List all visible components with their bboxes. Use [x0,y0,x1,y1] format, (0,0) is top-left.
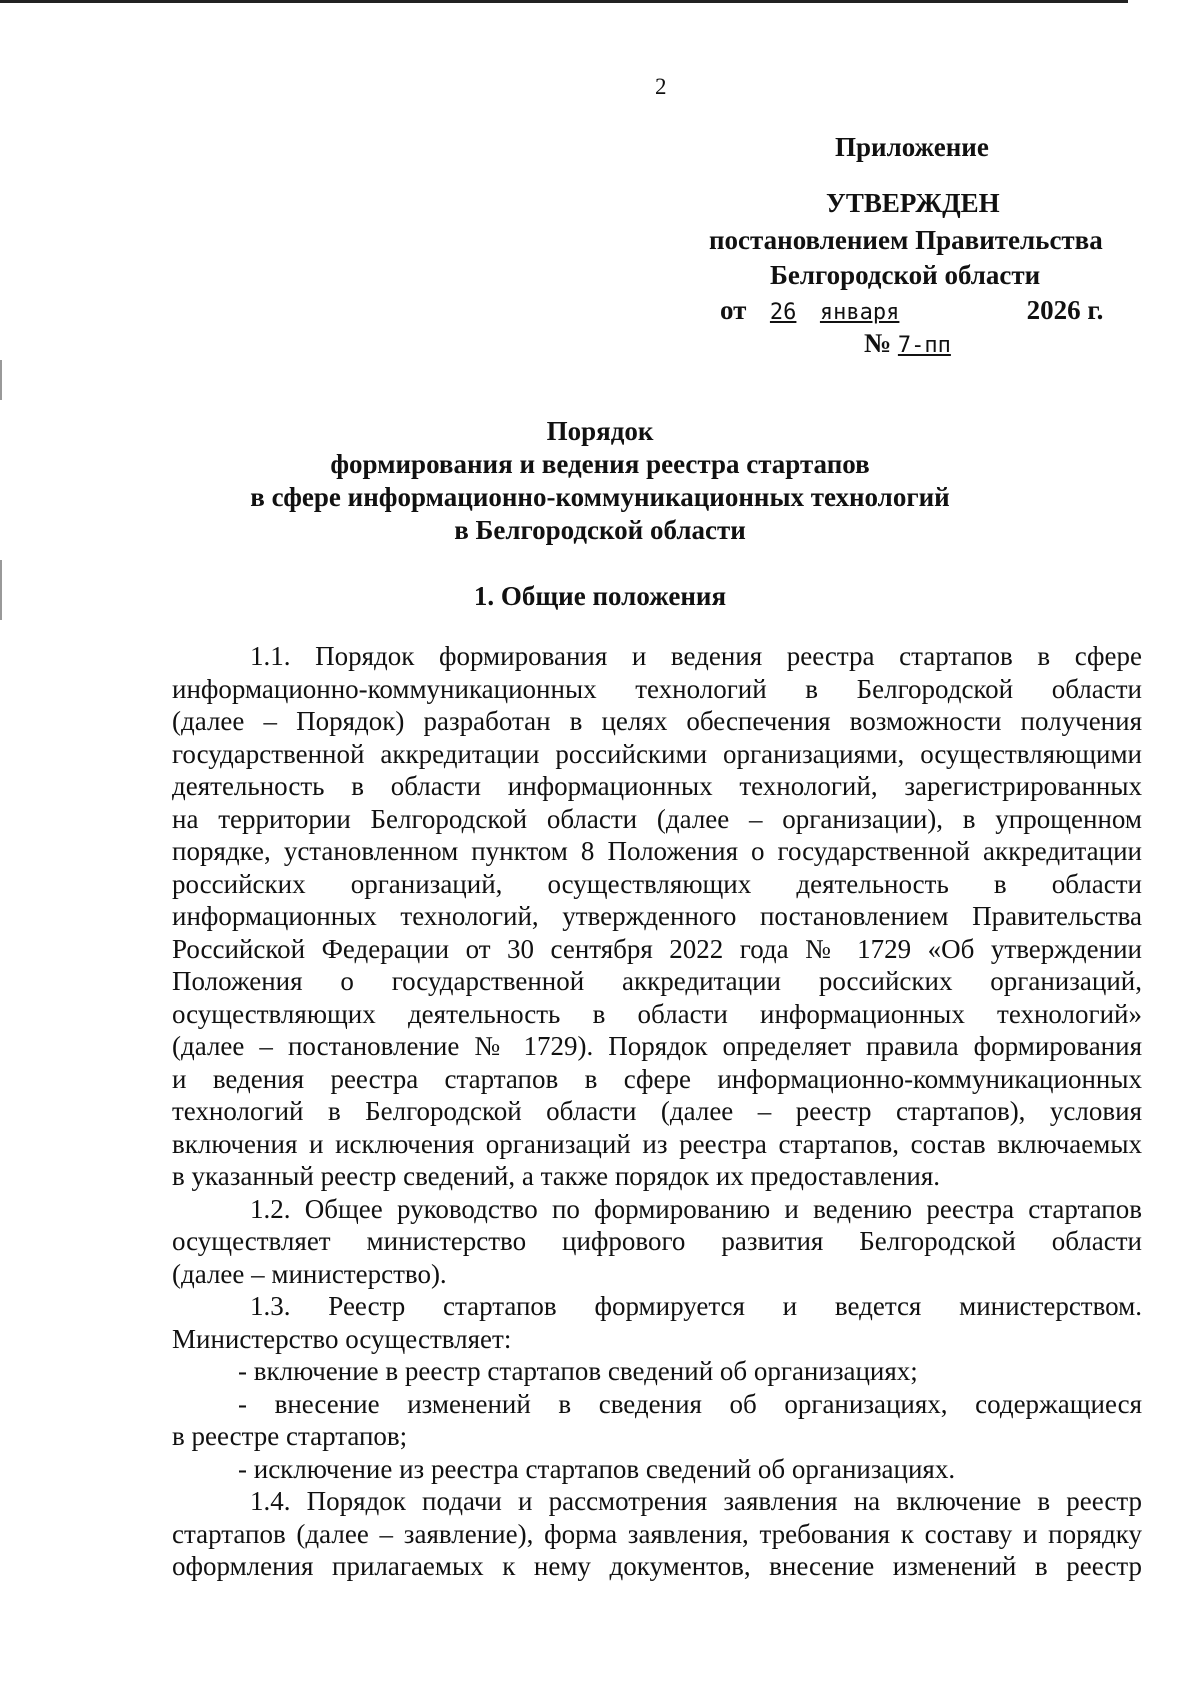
text-line: Министерство осуществляет: [172,1323,512,1354]
list-item: - исключение из реестра стартапов сведений об организациях. [238,1453,956,1484]
paragraph-1-1 [172,640,1142,1193]
text-line: деятельность в области информационных технологий, зарегистрированных [172,771,1142,801]
decree-line-1: постановлением Правительства [709,225,1103,255]
list-item-continuation: в реестре стартапов; [172,1421,408,1451]
text-line: осуществляет министерство цифрового развития Белгородской области [172,1226,1142,1256]
paragraph-1-4 [172,1485,1142,1583]
title-line-1: Порядок [546,416,654,446]
text-line: 1.3. Реестр стартапов формируется и ведется министерством. [250,1291,1142,1321]
text-line: порядке, установленном пунктом 8 Положения о государственной аккредитации [172,836,1142,866]
scan-margin-mark [0,360,2,400]
text-line: 1.2. Общее руководство по формированию и ведению реестра стартапов [250,1193,1142,1224]
date-month: января [819,300,900,325]
document-body [172,640,1142,1583]
number-prefix: № [864,328,892,358]
text-line: (далее – постановление № 1729). Порядок определяет правила формирования [172,1031,1142,1061]
page-number: 2 [655,74,667,99]
list-item: - включение в реестр стартапов сведений об организациях; [238,1356,918,1386]
decree-number-line [864,328,988,359]
appendix-label: Приложение [835,132,989,162]
text-line: на территории Белгородской области (далее – организации), в упрощенном [172,803,1142,834]
title-line-3: в сфере информационно-коммуникационных технологий [250,482,950,512]
text-line: российских организаций, осуществляющих деятельность в области [172,868,1142,899]
text-line: государственной аккредитации российскими организациями, осуществляющими [172,738,1142,769]
date-day: 26 [769,300,797,325]
text-line: информационно-коммуникационных технологий в Белгородской области [172,673,1142,704]
dash-list [172,1355,1142,1485]
top-border-line [0,0,1128,3]
decree-number: 7-пп [897,333,951,358]
date-year: 2026 г. [1026,295,1104,325]
section-heading-text: 1. Общие положения [473,581,727,611]
text-line: 1.4. Порядок подачи и рассмотрения заявления на включение в реестр [250,1486,1142,1516]
paragraph-1-2 [172,1193,1142,1291]
paragraph-1-3 [172,1290,1142,1355]
text-line: включения и исключения организаций из реестра стартапов, состав включаемых [172,1128,1142,1159]
text-line: в указанный реестр сведений, а также порядок их предоставления. [172,1161,941,1191]
text-line: Положения о государственной аккредитации российских организаций, [172,966,1142,996]
document-title [0,415,1200,547]
date-prefix: от [720,295,747,325]
approved-label: УТВЕРЖДЕН [826,188,1000,218]
decree-line-2: Белгородской области [770,260,1041,290]
text-line: информационных технологий, утвержденного постановлением Правительства [172,901,1142,931]
text-line: 1.1. Порядок формирования и ведения реестра стартапов в сфере [250,641,1142,671]
text-line: осуществляющих деятельность в области информационных технологий» [172,998,1142,1029]
decree-date-line [720,295,1103,326]
text-line: (далее – Порядок) разработан в целях обеспечения возможности получения [172,706,1142,736]
text-line: стартапов (далее – заявление), форма заявления, требования к составу и порядку [172,1518,1142,1549]
title-line-4: в Белгородской области [454,515,746,545]
section-heading [0,580,1200,613]
title-line-2: формирования и ведения реестра стартапов [330,449,870,479]
text-line: оформления прилагаемых к нему документов, внесение изменений в реестр [172,1551,1142,1581]
text-line: технологий в Белгородской области (далее – реестр стартапов), условия [172,1096,1142,1126]
text-line: Российской Федерации от 30 сентября 2022 года № 1729 «Об утверждении [172,933,1142,964]
list-item: - внесение изменений в сведения об организациях, содержащиеся [238,1388,1142,1419]
text-line: и ведения реестра стартапов в сфере информационно-коммуникационных [172,1063,1142,1094]
text-line: (далее – министерство). [172,1258,447,1289]
